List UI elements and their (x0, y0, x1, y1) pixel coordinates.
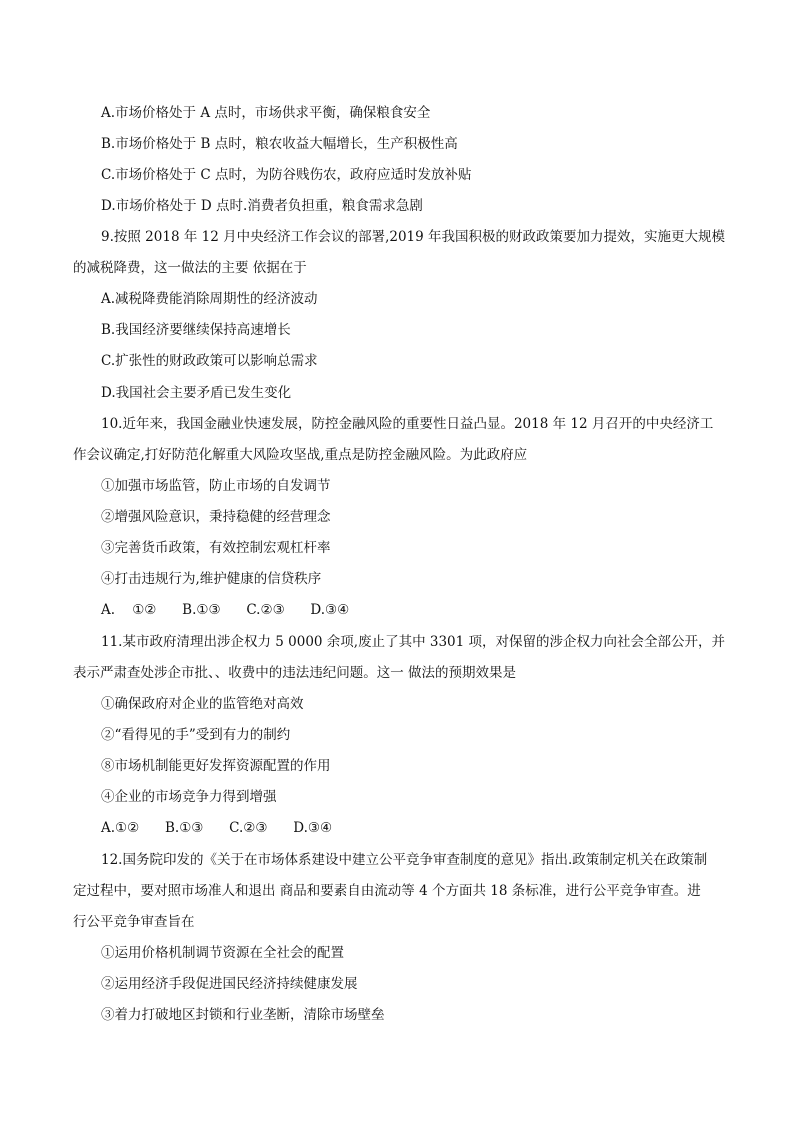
q8-option-d: D.市场价格处于 D 点时.消费者负担重，粮食需求急剧 (101, 198, 423, 214)
q11-stem-line1: 11.某市政府清理出涉企权力 5 0000 余项,废止了其中 3301 项，对保留的涉企权力向社会全部公开，并 (101, 634, 726, 650)
q11-stem-line2: 表示严肃查处涉企市批、、收费中的违法违纪问题。这一 做法的预期效果是 (73, 665, 517, 681)
q12-item-2: ②运用经济手段促进国民经济持续健康发展 (101, 976, 358, 992)
q10-choices: A. ①② B.①③ C.②③ D.③④ (101, 602, 350, 618)
q8-option-c: C.市场价格处于 C 点时，为防谷贱伤农，政府应适时发放补贴 (101, 167, 472, 183)
q8-option-b: B.市场价格处于 B 点时，粮农收益大幅增长，生产积极性高 (101, 136, 458, 152)
q10-item-4: ④打击违规行为,维护健康的信贷秩序 (101, 571, 322, 587)
q9-option-c: C.扩张性的财政政策可以影响总需求 (101, 353, 318, 369)
q10-item-3: ③完善货币政策，有效控制宏观杠杆率 (101, 540, 331, 556)
q9-option-b: B.我国经济要继续保持高速增长 (101, 322, 291, 338)
q9-option-a: A.减税降费能消除周期性的经济波动 (101, 291, 318, 307)
q11-choices: A.①② B.①③ C.②③ D.③④ (101, 820, 333, 836)
q11-item-1: ①确保政府对企业的监管绝对高效 (101, 696, 304, 712)
q10-item-2: ②增强风险意识，秉持稳健的经营理念 (101, 509, 331, 525)
q12-stem-line3: 行公平竞争审查旨在 (73, 914, 195, 930)
q10-item-1: ①加强市场监管，防止市场的自发调节 (101, 478, 331, 494)
q11-item-2: ②“看得见的手”受到有力的制约 (101, 727, 291, 743)
q12-stem-line2: 定过程中，要对照市场准人和退出 商品和要素自由流动等 4 个方面共 18 条标准，进行公平竞争审查。进 (73, 883, 701, 899)
q12-stem-line1: 12.国务院印发的《关于在市场体系建设中建立公平竞争审查制度的意见》指出.政策制定机关在政策制 (101, 852, 708, 868)
q9-option-d: D.我国社会主要矛盾已发生变化 (101, 385, 292, 401)
q10-stem-line2: 作会议确定,打好防范化解重大风险攻坚战,重点是防控金融风险。为此政府应 (73, 447, 528, 463)
q12-item-3: ③着力打破地区封锁和行业垄断，清除市场壁垒 (101, 1007, 385, 1023)
q11-item-4: ④企业的市场竞争力得到增强 (101, 789, 277, 805)
q10-stem-line1: 10.近年来，我国金融业快速发展，防控金融风险的重要性日益凸显。2018 年 12 月召开的中央经济工 (101, 416, 714, 432)
q8-option-a: A.市场价格处于 A 点时，市场供求平衡，确保粮食安全 (101, 105, 431, 121)
q9-stem-line1: 9.按照 2018 年 12 月中央经济工作会议的部署,2019 年我国积极的财政政策要加力提效，实施更大规模 (101, 229, 726, 245)
q12-item-1: ①运用价格机制调节资源在全社会的配置 (101, 945, 344, 961)
q9-stem-line2: 的减税降费，这一做法的主要 依据在于 (73, 260, 307, 276)
q11-item-3: ⑧市场机制能更好发挥资源配置的作用 (101, 758, 331, 774)
